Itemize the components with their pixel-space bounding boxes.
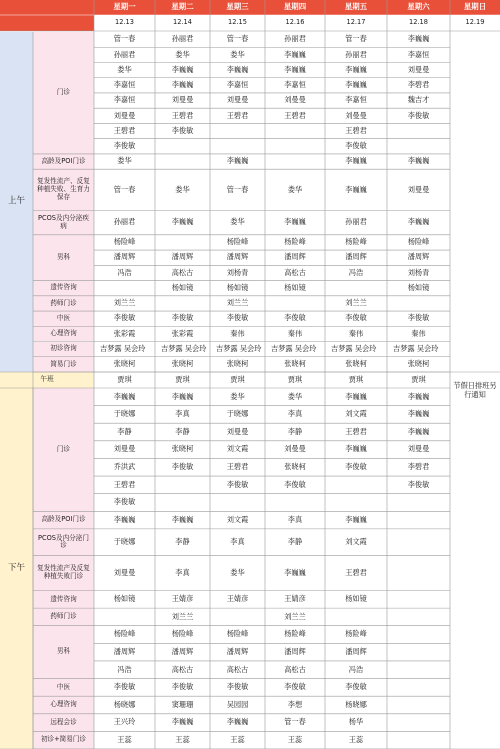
afternoon-cell: 王碧君 — [345, 426, 367, 436]
afternoon-cell — [387, 679, 450, 697]
morning-cell: 管一春 — [226, 34, 249, 44]
morning-cell: 孙丽君 — [284, 34, 306, 44]
afternoon-cell: 潘周辉 — [113, 646, 136, 656]
day-date-4: 12.16 — [285, 18, 305, 27]
morning-cell: 冯浩 — [348, 267, 364, 277]
morning-dept-0: 门诊 — [33, 32, 94, 154]
afternoon-dept-4: 遗传咨询 — [33, 591, 94, 609]
morning-cell: 刘兰兰 — [345, 298, 367, 308]
morning-cell: 李巍巍 — [226, 156, 249, 166]
afternoon-cell — [387, 714, 450, 732]
morning-cell: 娄华 — [175, 49, 190, 59]
morning-cell: 管一春 — [226, 184, 249, 194]
afternoon-cell — [387, 591, 450, 609]
day-name-4: 星期四 — [265, 0, 325, 15]
morning-cell: 潘周辉 — [345, 252, 367, 262]
afternoon-cell: 杨如镜 — [345, 594, 367, 604]
afternoon-cell: 高松古 — [226, 664, 249, 674]
morning-cell: 魏吉才 — [407, 95, 430, 105]
afternoon-cell — [387, 555, 450, 590]
noon-cell: 贾琪 — [175, 374, 190, 384]
afternoon-cell: 刘曼曼 — [284, 444, 306, 454]
morning-cell — [155, 235, 210, 250]
morning-dept-8: 心理咨询 — [33, 326, 94, 341]
afternoon-cell: 李真 — [287, 409, 303, 419]
morning-cell: 李嘉恒 — [284, 80, 306, 90]
morning-cell: 潘周辉 — [407, 252, 430, 262]
morning-cell — [325, 281, 387, 296]
morning-cell: 李碧君 — [407, 80, 430, 90]
morning-cell: 王碧君 — [345, 125, 367, 135]
noon-shift-label: 午班 — [0, 372, 94, 388]
afternoon-cell: 李俊敏 — [113, 682, 136, 692]
morning-cell: 潘周辉 — [284, 252, 306, 262]
morning-cell: 张晓柯 — [345, 359, 367, 369]
day-name-3: 星期三 — [210, 0, 265, 15]
afternoon-cell: 娄华 — [287, 391, 303, 401]
morning-cell: 杨如镜 — [284, 282, 306, 292]
afternoon-cell: 杨险峰 — [171, 629, 194, 639]
afternoon-cell: 冯浩 — [348, 664, 364, 674]
day-name-7: 星期日 — [450, 0, 500, 15]
noon-cell: 贾琪 — [117, 374, 132, 384]
morning-dept-1: 高龄及POI门诊 — [33, 154, 94, 169]
morning-cell: 李嘉恒 — [113, 80, 136, 90]
morning-cell: 李巍巍 — [407, 34, 430, 44]
morning-cell: 李巍巍 — [284, 64, 306, 74]
morning-cell: 李巍巍 — [345, 184, 367, 194]
morning-cell: 李俊敏 — [113, 141, 136, 151]
morning-cell: 孙丽君 — [345, 217, 367, 227]
morning-cell: 刘曼曼 — [113, 110, 136, 120]
afternoon-cell: 杨险峰 — [345, 629, 367, 639]
header-blank — [0, 0, 94, 31]
morning-cell: 冯浩 — [117, 267, 132, 277]
afternoon-cell: 李真 — [175, 409, 190, 419]
morning-cell: 李俊敏 — [407, 313, 430, 323]
morning-dept-2: 复发性流产、反复种植失败、生育力保存 — [33, 169, 94, 210]
afternoon-cell: 李巍巍 — [345, 391, 367, 401]
morning-cell — [387, 296, 450, 311]
afternoon-cell: 王蕊 — [117, 735, 132, 745]
morning-cell: 杨险峰 — [226, 237, 249, 247]
morning-cell: 李巍巍 — [345, 156, 367, 166]
afternoon-dept-7: 中医 — [33, 679, 94, 697]
day-name-6: 星期六 — [387, 0, 450, 15]
afternoon-cell: 杨晓娜 — [113, 699, 136, 709]
day-name-5: 星期五 — [325, 0, 387, 15]
afternoon-cell — [387, 643, 450, 661]
afternoon-cell: 娄华 — [230, 567, 245, 577]
morning-cell — [265, 123, 325, 138]
morning-cell: 杨如镜 — [226, 282, 249, 292]
morning-cell: 李俊敏 — [171, 125, 194, 135]
morning-cell: 李巍巍 — [407, 156, 430, 166]
afternoon-cell: 杨如镜 — [113, 594, 136, 604]
afternoon-dept-6: 男科 — [33, 626, 94, 679]
morning-cell: 秦伟 — [287, 328, 303, 338]
afternoon-cell: 李巍巍 — [407, 426, 430, 436]
afternoon-cell: 刘文霞 — [345, 409, 367, 419]
morning-cell — [387, 139, 450, 154]
morning-cell: 李嘉恒 — [345, 95, 367, 105]
morning-dept-4: 男科 — [33, 235, 94, 281]
afternoon-cell — [325, 608, 387, 626]
afternoon-cell: 李俊敏 — [284, 682, 306, 692]
morning-cell: 娄华 — [117, 156, 132, 166]
day-date-3: 12.15 — [228, 18, 247, 27]
morning-cell: 潘周辉 — [171, 252, 194, 262]
morning-cell: 孙丽君 — [113, 49, 136, 59]
morning-cell: 吉梦露 吴会玲 — [161, 343, 207, 353]
afternoon-dept-1: 高龄及POI门诊 — [33, 511, 94, 529]
morning-cell: 刘曼曼 — [171, 95, 194, 105]
morning-cell: 秦伟 — [348, 328, 364, 338]
morning-cell: 张晓柯 — [226, 359, 249, 369]
morning-dept-5: 遗传咨询 — [33, 281, 94, 296]
morning-cell: 刘曼曼 — [226, 95, 249, 105]
afternoon-dept-0: 门诊 — [33, 388, 94, 511]
morning-cell — [155, 139, 210, 154]
session-morning: 上午 — [0, 32, 33, 372]
morning-cell: 杨如镜 — [407, 282, 430, 292]
morning-cell: 娄华 — [287, 184, 303, 194]
morning-cell: 潘周辉 — [226, 252, 249, 262]
morning-cell: 李俊敏 — [171, 313, 194, 323]
morning-cell: 孙丽君 — [171, 34, 194, 44]
afternoon-cell — [155, 494, 210, 512]
morning-cell: 李巍巍 — [407, 217, 430, 227]
afternoon-cell: 王婧彦 — [284, 594, 306, 604]
afternoon-cell: 李碧君 — [407, 462, 430, 472]
afternoon-cell: 李俊敏 — [113, 497, 136, 507]
day-name-2: 星期二 — [155, 0, 210, 15]
morning-dept-10: 简易门诊 — [33, 357, 94, 372]
afternoon-cell: 刘曼曼 — [113, 567, 136, 577]
noon-cell: 贾琪 — [287, 374, 303, 384]
afternoon-cell: 王婧彦 — [171, 594, 194, 604]
morning-cell: 刘曼曼 — [407, 184, 430, 194]
afternoon-cell — [265, 494, 325, 512]
afternoon-cell: 李静 — [287, 536, 303, 546]
morning-cell: 李巍巍 — [345, 64, 367, 74]
afternoon-cell: 王蕊 — [287, 735, 303, 745]
morning-cell: 刘兰兰 — [113, 298, 136, 308]
morning-cell: 孙丽君 — [345, 49, 367, 59]
afternoon-cell: 王蕊 — [348, 735, 364, 745]
morning-cell: 娄华 — [175, 184, 190, 194]
afternoon-cell: 李真 — [287, 514, 303, 524]
morning-cell: 王碧君 — [226, 110, 249, 120]
afternoon-cell: 李俊敏 — [284, 479, 306, 489]
morning-cell: 李嘉恒 — [407, 49, 430, 59]
morning-cell: 张彩霞 — [171, 328, 194, 338]
afternoon-cell: 杨险峰 — [226, 629, 249, 639]
afternoon-cell: 李巍巍 — [407, 391, 430, 401]
morning-cell: 张彩霞 — [113, 328, 136, 338]
afternoon-cell: 乔洪武 — [113, 462, 136, 472]
afternoon-cell: 李巍巍 — [284, 567, 306, 577]
afternoon-cell: 窦珊珊 — [171, 699, 194, 709]
afternoon-cell: 王碧君 — [113, 479, 136, 489]
afternoon-cell: 王碧君 — [226, 462, 249, 472]
afternoon-cell: 李俊敏 — [171, 682, 194, 692]
afternoon-cell: 冯浩 — [117, 664, 132, 674]
day-date-2: 12.14 — [173, 18, 192, 27]
afternoon-cell: 刘曼曼 — [226, 426, 249, 436]
afternoon-cell: 杨华 — [348, 717, 364, 727]
morning-cell — [155, 296, 210, 311]
afternoon-cell: 刘文霞 — [226, 514, 249, 524]
afternoon-cell: 李巍巍 — [226, 717, 249, 727]
afternoon-cell: 李巍巍 — [171, 391, 194, 401]
afternoon-cell: 李巍巍 — [345, 514, 367, 524]
afternoon-cell: 王碧君 — [345, 567, 367, 577]
morning-cell: 刘曼曼 — [345, 110, 367, 120]
morning-cell: 吉梦露 吴会玲 — [331, 343, 377, 353]
afternoon-dept-2: PCOS及内分泌门诊 — [33, 529, 94, 555]
morning-cell: 孙丽君 — [113, 217, 136, 227]
afternoon-cell — [387, 494, 450, 512]
morning-cell: 吉梦露 吴会玲 — [100, 343, 146, 353]
morning-dept-7: 中医 — [33, 311, 94, 326]
morning-cell: 杨险峰 — [284, 237, 306, 247]
afternoon-cell — [387, 696, 450, 714]
morning-cell: 李俊敏 — [407, 110, 430, 120]
morning-cell: 管一春 — [113, 184, 136, 194]
afternoon-cell — [387, 626, 450, 644]
sunday-holiday-note: 节假日排班另行通知 — [453, 381, 497, 399]
morning-cell: 张晓柯 — [171, 359, 194, 369]
day-date-1: 12.13 — [115, 18, 134, 27]
afternoon-cell: 李俊敏 — [345, 682, 367, 692]
afternoon-cell: 李俊敏 — [226, 682, 249, 692]
afternoon-cell — [387, 511, 450, 529]
afternoon-cell: 高松古 — [284, 664, 306, 674]
morning-cell: 张晓柯 — [407, 359, 430, 369]
afternoon-cell: 王蕊 — [175, 735, 190, 745]
afternoon-cell — [155, 476, 210, 494]
afternoon-cell: 杨晓娜 — [345, 699, 367, 709]
morning-cell: 潘周辉 — [113, 252, 136, 262]
morning-cell: 李嘉恒 — [226, 80, 249, 90]
morning-cell: 李巍巍 — [284, 49, 306, 59]
afternoon-cell — [387, 661, 450, 679]
day-date-6: 12.18 — [409, 18, 428, 27]
afternoon-cell: 李巍巍 — [407, 409, 430, 419]
morning-cell: 王碧君 — [113, 125, 136, 135]
afternoon-cell: 李巍巍 — [171, 717, 194, 727]
morning-cell: 张晓柯 — [113, 359, 136, 369]
afternoon-cell: 李巍巍 — [113, 391, 136, 401]
noon-cell: 贾琪 — [230, 374, 245, 384]
morning-cell: 吉梦露 吴会玲 — [216, 343, 262, 353]
morning-cell: 李俊敏 — [113, 313, 136, 323]
day-date-7: 12.19 — [465, 18, 485, 27]
morning-cell: 张晓柯 — [284, 359, 306, 369]
morning-cell: 刘曼曼 — [407, 64, 430, 74]
morning-cell: 管一春 — [345, 34, 367, 44]
morning-cell: 刘杨青 — [226, 267, 249, 277]
morning-cell: 李巍巍 — [226, 64, 249, 74]
morning-cell — [387, 123, 450, 138]
afternoon-cell: 李俊敏 — [226, 479, 249, 489]
morning-cell — [265, 139, 325, 154]
afternoon-cell: 李静 — [287, 426, 303, 436]
afternoon-cell: 刘曼曼 — [113, 444, 136, 454]
morning-cell: 刘兰兰 — [226, 298, 249, 308]
afternoon-cell: 李巍巍 — [113, 514, 136, 524]
morning-cell: 杨险峰 — [113, 237, 136, 247]
afternoon-cell: 杨险峰 — [113, 629, 136, 639]
morning-cell — [210, 139, 265, 154]
morning-cell: 李巍巍 — [171, 217, 194, 227]
afternoon-dept-8: 心理咨询 — [33, 696, 94, 714]
afternoon-cell: 李真 — [230, 536, 245, 546]
day-date-5: 12.17 — [346, 18, 366, 27]
morning-cell: 李巍巍 — [345, 80, 367, 90]
afternoon-cell — [210, 608, 265, 626]
afternoon-cell — [387, 731, 450, 749]
afternoon-cell: 潘周辉 — [345, 646, 367, 656]
afternoon-cell: 李俊敏 — [407, 479, 430, 489]
morning-cell: 杨险峰 — [407, 237, 430, 247]
afternoon-cell: 李巍巍 — [345, 444, 367, 454]
morning-cell — [94, 281, 155, 296]
morning-cell — [265, 296, 325, 311]
noon-cell: 贾琪 — [411, 374, 426, 384]
afternoon-cell — [387, 608, 450, 626]
morning-cell: 娄华 — [117, 64, 132, 74]
afternoon-dept-10: 初诊+简易门诊 — [33, 731, 94, 749]
morning-cell: 杨险峰 — [345, 237, 367, 247]
session-afternoon: 下午 — [0, 388, 33, 749]
morning-cell — [155, 154, 210, 169]
afternoon-cell: 高松古 — [171, 664, 194, 674]
afternoon-cell: 李俊敏 — [345, 462, 367, 472]
afternoon-cell — [325, 476, 387, 494]
afternoon-cell: 李想 — [287, 699, 303, 709]
afternoon-cell: 李巍巍 — [171, 514, 194, 524]
morning-dept-3: PCOS及内分泌疾病 — [33, 210, 94, 234]
afternoon-cell — [387, 529, 450, 555]
morning-cell: 李嘉恒 — [113, 95, 136, 105]
afternoon-cell: 李真 — [175, 567, 190, 577]
afternoon-dept-5: 药师门诊 — [33, 608, 94, 626]
morning-cell: 娄华 — [230, 217, 245, 227]
afternoon-cell: 潘周辉 — [171, 646, 194, 656]
afternoon-cell — [210, 494, 265, 512]
afternoon-cell: 杨险峰 — [284, 629, 306, 639]
afternoon-cell: 李静 — [175, 426, 190, 436]
morning-cell: 吉梦露 吴会玲 — [393, 343, 439, 353]
afternoon-cell: 吴园园 — [226, 699, 249, 709]
afternoon-cell — [94, 608, 155, 626]
morning-cell: 李巍巍 — [171, 64, 194, 74]
afternoon-cell: 于晓娜 — [113, 536, 136, 546]
afternoon-cell: 李静 — [175, 536, 190, 546]
afternoon-cell: 刘文霞 — [345, 536, 367, 546]
day-name-1: 星期一 — [94, 0, 155, 15]
afternoon-cell: 张晓柯 — [284, 462, 306, 472]
morning-cell: 王碧君 — [284, 110, 306, 120]
afternoon-cell: 娄华 — [230, 391, 245, 401]
afternoon-cell: 刘文霞 — [226, 444, 249, 454]
morning-cell: 管一春 — [113, 34, 136, 44]
afternoon-cell: 管一春 — [284, 717, 306, 727]
morning-cell: 高松古 — [284, 267, 306, 277]
morning-dept-6: 药师门诊 — [33, 296, 94, 311]
afternoon-cell: 潘周辉 — [226, 646, 249, 656]
afternoon-cell: 刘曼曼 — [407, 444, 430, 454]
afternoon-cell: 于晓娜 — [226, 409, 249, 419]
afternoon-cell: 于晓娜 — [113, 409, 136, 419]
morning-cell: 高松古 — [171, 267, 194, 277]
morning-cell — [210, 123, 265, 138]
afternoon-cell: 王兴玲 — [113, 717, 136, 727]
morning-cell: 刘杨青 — [407, 267, 430, 277]
morning-cell: 秦伟 — [411, 328, 426, 338]
morning-cell: 李巍巍 — [284, 217, 306, 227]
afternoon-cell: 刘兰兰 — [171, 611, 194, 621]
afternoon-cell — [325, 494, 387, 512]
afternoon-cell: 王婧彦 — [226, 594, 249, 604]
afternoon-cell: 王蕊 — [230, 735, 245, 745]
afternoon-cell: 李俊敏 — [171, 462, 194, 472]
afternoon-cell: 潘周辉 — [284, 646, 306, 656]
afternoon-cell: 张晓柯 — [171, 444, 194, 454]
afternoon-cell: 李静 — [117, 426, 132, 436]
afternoon-dept-3: 复发性流产及反复种植失败门诊 — [33, 555, 94, 590]
morning-cell: 娄华 — [230, 49, 245, 59]
morning-cell: 李俊敏 — [345, 313, 367, 323]
morning-cell: 李俊敏 — [345, 141, 367, 151]
morning-cell: 秦伟 — [230, 328, 245, 338]
morning-cell: 杨如镜 — [171, 282, 194, 292]
morning-cell: 王碧君 — [171, 110, 194, 120]
morning-cell: 吉梦露 吴会玲 — [271, 343, 317, 353]
morning-cell — [265, 154, 325, 169]
afternoon-cell: 刘兰兰 — [284, 611, 306, 621]
morning-cell: 李巍巍 — [171, 80, 194, 90]
noon-cell: 贾琪 — [348, 374, 364, 384]
morning-cell: 李俊敏 — [284, 313, 306, 323]
afternoon-dept-9: 远程会诊 — [33, 714, 94, 732]
morning-cell: 李俊敏 — [226, 313, 249, 323]
morning-cell: 刘曼曼 — [284, 95, 306, 105]
morning-dept-9: 初诊咨询 — [33, 342, 94, 357]
